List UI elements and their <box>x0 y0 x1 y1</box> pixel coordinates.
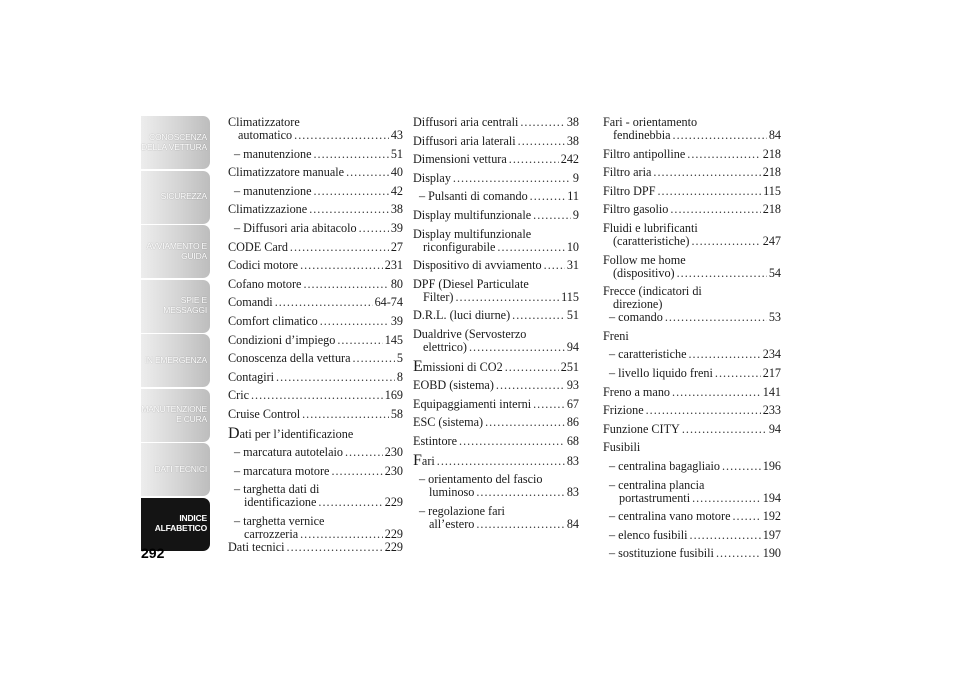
page-ref: 80 <box>390 276 403 291</box>
page-ref: 229 <box>384 539 403 554</box>
entry-text: ari <box>421 453 435 468</box>
entry-text: – elenco fusibili <box>609 527 688 542</box>
page-ref: 51 <box>390 146 403 161</box>
entry-text: Frizione <box>603 403 644 418</box>
page-ref: 234 <box>762 347 781 362</box>
page-ref: 94 <box>566 339 579 354</box>
index-entry <box>228 465 403 478</box>
leader-dots <box>459 435 565 448</box>
index-column-2 <box>413 116 579 536</box>
index-entry <box>603 547 781 560</box>
index-entry <box>413 259 579 272</box>
page-ref: 38 <box>566 133 579 148</box>
tab-label: INDICE ALFABETICO <box>154 513 207 533</box>
index-entry <box>413 416 579 429</box>
leader-dots <box>314 148 389 161</box>
entry-text: all’estero <box>429 516 475 531</box>
entry-text: luminoso <box>429 485 475 500</box>
entry-text: – livello liquido freni <box>609 365 713 380</box>
page-ref: 9 <box>572 170 579 185</box>
entry-text: Cruise Control <box>228 406 301 421</box>
index-entry <box>228 203 403 216</box>
index-entry <box>603 510 781 523</box>
leader-dots <box>353 352 395 365</box>
index-entry <box>228 389 403 402</box>
leader-dots <box>345 446 383 459</box>
entry-text: Dati tecnici <box>228 539 285 554</box>
index-entry <box>603 460 781 473</box>
index-letter: F <box>413 451 422 469</box>
index-entry <box>413 435 579 448</box>
leader-dots <box>691 235 760 248</box>
entry-text: portastrumenti <box>619 490 691 505</box>
entry-text: – regolazione fari <box>419 503 505 518</box>
entry-text: Fari - orientamento <box>603 115 698 129</box>
page-ref: 115 <box>561 289 579 304</box>
page-ref: 39 <box>390 220 403 235</box>
leader-dots <box>530 190 566 203</box>
page-ref: 83 <box>566 485 579 500</box>
entry-text: – manutenzione <box>234 183 312 198</box>
chapter-tabs <box>141 116 210 552</box>
index-entry <box>413 398 579 411</box>
index-entry <box>603 529 781 542</box>
index-entry <box>413 309 579 322</box>
leader-dots <box>496 379 565 392</box>
entry-text: Follow me home <box>603 252 686 267</box>
page-ref: 84 <box>566 516 579 531</box>
tab-spie[interactable] <box>141 280 210 333</box>
index-letter-entry <box>228 424 403 442</box>
entry-text: Dispositivo di avviamento <box>413 258 542 273</box>
leader-dots <box>533 398 565 411</box>
page-ref: 51 <box>566 308 579 323</box>
index-entry <box>413 172 579 185</box>
entry-text: Funzione CITY <box>603 421 680 436</box>
entry-text: Cric <box>228 388 249 403</box>
index-column-1 <box>228 116 403 559</box>
leader-dots <box>476 486 564 499</box>
index-entry <box>413 116 579 129</box>
index-entry <box>228 241 403 254</box>
leader-dots <box>733 510 761 523</box>
page-ref: 38 <box>566 115 579 129</box>
entry-text: Dualdrive (Servosterzo <box>413 326 527 341</box>
entry-text: Display <box>413 170 451 185</box>
entry-text: Filtro antipolline <box>603 146 686 161</box>
page-number: 292 <box>141 545 165 561</box>
entry-text: (caratteristiche) <box>613 233 690 248</box>
entry-text: carrozzeria <box>244 526 299 541</box>
entry-text: identificazione <box>244 495 317 510</box>
entry-text: Filtro gasolio <box>603 202 669 217</box>
entry-text: Diffusori aria laterali <box>413 133 516 148</box>
index-entry <box>228 296 403 309</box>
leader-dots <box>505 361 559 374</box>
entry-text: Freni <box>603 328 629 343</box>
leader-dots <box>672 386 761 399</box>
entry-text: ESC (sistema) <box>413 415 484 430</box>
leader-dots <box>653 166 760 179</box>
entry-text: Codici motore <box>228 258 299 273</box>
page-ref: 11 <box>567 189 579 204</box>
page-ref: 229 <box>384 495 403 510</box>
index-entry <box>228 515 403 541</box>
page-ref: 196 <box>762 458 781 473</box>
index-entry <box>228 371 403 384</box>
entry-text: Comandi <box>228 295 273 310</box>
entry-text: elettrico) <box>423 339 467 354</box>
index-entry <box>603 148 781 161</box>
page-ref: 31 <box>566 258 579 273</box>
leader-dots <box>690 529 761 542</box>
leader-dots <box>455 291 559 304</box>
page-ref: 141 <box>762 384 781 399</box>
entry-text: Fluidi e lubrificanti <box>603 220 698 235</box>
index-letter: E <box>413 357 423 375</box>
index-entry <box>603 330 781 343</box>
index-entry <box>228 148 403 161</box>
leader-dots <box>509 153 559 166</box>
index-entry <box>603 203 781 216</box>
page-ref: 9 <box>572 207 579 222</box>
leader-dots <box>533 209 571 222</box>
leader-dots <box>346 166 389 179</box>
entry-text: EOBD (sistema) <box>413 378 494 393</box>
page-ref: 38 <box>390 202 403 217</box>
index-entry <box>413 228 579 254</box>
page-ref: 39 <box>390 313 403 328</box>
leader-dots <box>722 460 761 473</box>
page-ref: 242 <box>560 152 579 167</box>
index-entry <box>228 185 403 198</box>
leader-dots <box>497 241 564 254</box>
entry-text: – marcatura motore <box>234 463 330 478</box>
entry-text: missioni di CO2 <box>422 359 503 374</box>
page-ref: 86 <box>566 415 579 430</box>
index-entry <box>228 116 403 142</box>
leader-dots <box>320 315 389 328</box>
leader-dots <box>716 547 761 560</box>
entry-text: Filtro DPF <box>603 183 656 198</box>
entry-text: (dispositivo) <box>613 265 675 280</box>
leader-dots <box>294 129 389 142</box>
tab-label: SICUREZZA <box>160 191 207 202</box>
entry-text: – manutenzione <box>234 146 312 161</box>
leader-dots <box>518 135 565 148</box>
page-ref: 58 <box>390 406 403 421</box>
page-ref: 218 <box>762 165 781 180</box>
index-entry <box>603 166 781 179</box>
entry-text: – targhetta vernice <box>234 513 325 528</box>
leader-dots <box>677 267 767 280</box>
leader-dots <box>290 241 389 254</box>
leader-dots <box>469 341 565 354</box>
page-ref: 10 <box>566 239 579 254</box>
index-entry <box>603 116 781 142</box>
index-entry <box>228 541 403 554</box>
leader-dots <box>276 371 395 384</box>
leader-dots <box>687 148 760 161</box>
index-entry <box>603 367 781 380</box>
page-ref: 67 <box>566 396 579 411</box>
page-ref: 40 <box>390 165 403 180</box>
index-entry <box>603 311 781 324</box>
leader-dots <box>309 203 389 216</box>
entry-text: Climatizzatore manuale <box>228 165 345 180</box>
leader-dots <box>359 222 389 235</box>
index-entry <box>413 278 579 304</box>
tab-label: MANUTENZIONE E CURA <box>141 404 207 424</box>
leader-dots <box>331 465 382 478</box>
leader-dots <box>715 367 761 380</box>
page-ref: 197 <box>762 527 781 542</box>
entry-text: Frecce (indicatori di <box>603 284 702 299</box>
index-entry <box>413 328 579 354</box>
leader-dots <box>300 259 383 272</box>
entry-text: Filter) <box>423 289 454 304</box>
leader-dots <box>275 296 373 309</box>
tab-indice-alfabetico[interactable] <box>141 498 210 551</box>
index-entry <box>228 483 403 509</box>
tab-sicurezza[interactable] <box>141 171 210 224</box>
page-ref: 8 <box>396 369 403 384</box>
leader-dots <box>437 455 565 468</box>
entry-text: D.R.L. (luci diurne) <box>413 308 511 323</box>
entry-text: Freno a mano <box>603 384 671 399</box>
entry-text: Contagiri <box>228 369 275 384</box>
page-ref: 247 <box>762 233 781 248</box>
index-entry <box>228 446 403 459</box>
entry-text: – orientamento del fascio <box>419 472 543 487</box>
index-entry <box>228 166 403 179</box>
leader-dots <box>303 278 388 291</box>
index-letter-entry <box>413 451 579 469</box>
page-ref: 192 <box>762 509 781 524</box>
entry-text: Conoscenza della vettura <box>228 351 351 366</box>
entry-text: fendinebbia <box>613 128 671 142</box>
index-entry <box>413 135 579 148</box>
tab-dati-tecnici[interactable] <box>141 443 210 496</box>
entry-text: CODE Card <box>228 239 288 254</box>
page-ref: 190 <box>762 546 781 561</box>
index-entry <box>603 254 781 280</box>
page-ref: 54 <box>768 265 781 280</box>
page-ref: 218 <box>762 202 781 217</box>
leader-dots <box>512 309 565 322</box>
tab-avviamento[interactable] <box>141 225 210 278</box>
index-entry <box>603 441 781 454</box>
index-entry <box>603 185 781 198</box>
page-ref: 64-74 <box>374 295 403 310</box>
index-entry <box>413 473 579 499</box>
entry-text: Condizioni d’impiego <box>228 332 336 347</box>
page-ref: 194 <box>762 490 781 505</box>
entry-text: Comfort climatico <box>228 313 318 328</box>
tab-label: AVVIAMENTO E GUIDA <box>146 240 207 261</box>
entry-text: – centralina vano motore <box>609 509 731 524</box>
page-ref: 5 <box>396 351 403 366</box>
page-ref: 84 <box>768 128 781 142</box>
entry-text: Estintore <box>413 433 458 448</box>
index-letter: D <box>228 424 240 442</box>
index-entry <box>603 423 781 436</box>
leader-dots <box>688 348 760 361</box>
tab-label: SPIE E MESSAGGI <box>163 295 207 315</box>
leader-dots <box>692 492 761 505</box>
page-ref: 27 <box>390 239 403 254</box>
page-ref: 218 <box>762 146 781 161</box>
leader-dots <box>287 541 383 554</box>
leader-dots <box>314 185 389 198</box>
leader-dots <box>251 389 383 402</box>
leader-dots <box>337 334 382 347</box>
leader-dots <box>673 129 767 142</box>
entry-text: – comando <box>609 310 663 325</box>
leader-dots <box>476 518 564 531</box>
entry-text: direzione) <box>613 297 663 312</box>
page-ref: 231 <box>384 258 403 273</box>
index-entry <box>603 479 781 505</box>
leader-dots <box>670 203 760 216</box>
entry-text: – Pulsanti di comando <box>419 189 528 204</box>
leader-dots <box>658 185 762 198</box>
entry-text: ati per l’identificazione <box>239 426 354 441</box>
entry-text: Equipaggiamenti interni <box>413 396 532 411</box>
entry-text: – sostituzione fusibili <box>609 546 714 561</box>
entry-text: DPF (Diesel Particulate <box>413 276 529 291</box>
index-entry <box>413 153 579 166</box>
leader-dots <box>453 172 571 185</box>
tab-emergenza[interactable] <box>141 334 210 387</box>
entry-text: Cofano motore <box>228 276 302 291</box>
index-entry <box>603 404 781 417</box>
tab-conoscenza[interactable] <box>141 116 210 169</box>
index-entry <box>413 505 579 531</box>
leader-dots <box>682 423 767 436</box>
page-ref: 217 <box>762 365 781 380</box>
entry-text: – centralina bagagliaio <box>609 458 720 473</box>
leader-dots <box>520 116 564 129</box>
entry-text: riconfigurabile <box>423 239 496 254</box>
index-entry <box>413 190 579 203</box>
page-ref: 145 <box>384 332 403 347</box>
leader-dots <box>485 416 565 429</box>
page-ref: 83 <box>566 453 579 468</box>
page-ref: 68 <box>566 433 579 448</box>
page-ref: 229 <box>384 526 403 541</box>
tab-manutenzione[interactable] <box>141 389 210 442</box>
entry-text: Filtro aria <box>603 165 652 180</box>
tab-label: DATI TECNICI <box>154 463 207 474</box>
index-entry <box>413 379 579 392</box>
leader-dots <box>318 496 382 509</box>
page-ref: 94 <box>768 421 781 436</box>
page-ref: 169 <box>384 388 403 403</box>
entry-text: – Diffusori aria abitacolo <box>234 220 357 235</box>
leader-dots <box>302 408 389 421</box>
index-entry <box>603 386 781 399</box>
entry-text: Climatizzazione <box>228 202 308 217</box>
index-entry <box>228 222 403 235</box>
index-entry <box>603 348 781 361</box>
page-ref: 251 <box>560 359 579 374</box>
entry-text: Display multifunzionale <box>413 226 532 241</box>
page-ref: 115 <box>763 183 781 198</box>
page-ref: 43 <box>390 128 403 142</box>
page-ref: 230 <box>384 445 403 460</box>
entry-text: Climatizzatore <box>228 115 300 129</box>
index-entry <box>603 222 781 248</box>
index-column-3 <box>603 116 781 566</box>
page-ref: 230 <box>384 463 403 478</box>
index-entry <box>228 352 403 365</box>
entry-text: – caratteristiche <box>609 347 687 362</box>
leader-dots <box>544 259 565 272</box>
entry-text: Diffusori aria centrali <box>413 115 519 129</box>
entry-text: – centralina plancia <box>609 477 705 492</box>
leader-dots <box>665 311 767 324</box>
leader-dots <box>646 404 761 417</box>
page-ref: 233 <box>762 403 781 418</box>
index-entry <box>228 334 403 347</box>
page-ref: 53 <box>768 310 781 325</box>
index-entry <box>228 315 403 328</box>
entry-text: – targhetta dati di <box>234 482 320 497</box>
index-entry <box>413 209 579 222</box>
index-entry <box>228 278 403 291</box>
page-ref: 42 <box>390 183 403 198</box>
entry-text: – marcatura autotelaio <box>234 445 343 460</box>
index-entry <box>228 259 403 272</box>
index-entry <box>228 408 403 421</box>
index-entry <box>603 285 781 311</box>
entry-text: Fusibili <box>603 440 641 455</box>
entry-text: Display multifunzionale <box>413 207 532 222</box>
page-ref: 93 <box>566 378 579 393</box>
tab-label: IN EMERGENZA <box>144 354 207 365</box>
entry-text: automatico <box>238 128 293 142</box>
leader-dots <box>300 528 383 541</box>
index-letter-entry <box>413 357 579 375</box>
entry-text: Dimensioni vettura <box>413 152 507 167</box>
tab-label: CONOSCENZA DELLA VETTURA <box>141 131 207 152</box>
